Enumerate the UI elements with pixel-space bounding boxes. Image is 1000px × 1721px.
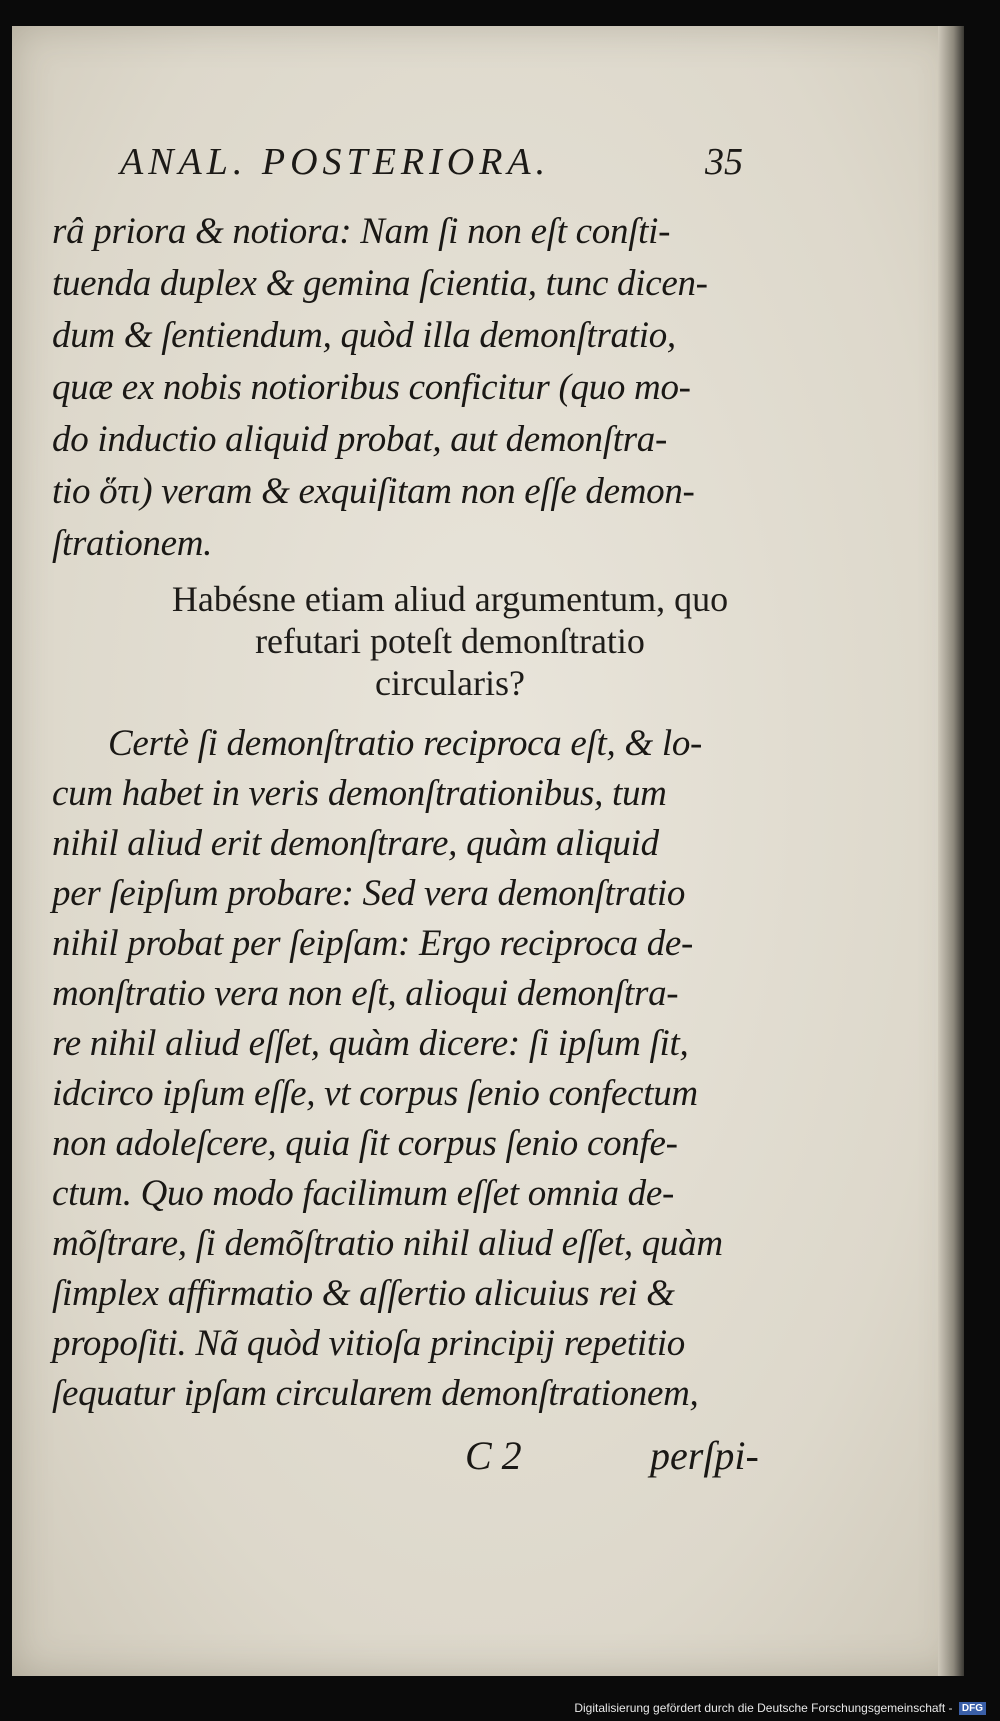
text-line: tio ὅτι) veram & exquiſitam non eſſe demon- bbox=[52, 471, 695, 512]
signature-mark: C 2 bbox=[465, 1433, 522, 1478]
text-line: ſtrationem. bbox=[52, 523, 213, 564]
question-line: Habésne etiam aliud argumentum, quo bbox=[171, 579, 729, 619]
text-line: cum habet in veris demonſtrationibus, tum bbox=[52, 773, 667, 814]
running-header bbox=[120, 140, 760, 184]
text-line: re nihil aliud eſſet, quàm dicere: ſi ipſum ſit, bbox=[52, 1023, 689, 1064]
text-line: dum & ſentiendum, quòd illa demonſtratio, bbox=[52, 315, 676, 356]
text-line: non adoleſcere, quia ſit corpus ſenio confe- bbox=[52, 1123, 678, 1164]
text-line: quæ ex nobis notioribus conficitur (quo mo- bbox=[52, 367, 691, 408]
text-line: ſimplex affirmatio & aſſertio alicuius rei & bbox=[52, 1273, 675, 1314]
page-gutter bbox=[938, 26, 964, 1676]
question-line: refutari poteſt demonſtratio bbox=[255, 621, 645, 661]
text-line: Certè ſi demonſtratio reciproca eſt, & lo- bbox=[108, 723, 703, 764]
dfg-badge: DFG bbox=[959, 1702, 986, 1715]
page-number: 35 bbox=[705, 141, 743, 183]
digitization-credit bbox=[574, 1701, 986, 1715]
text-line: nihil aliud erit demonſtrare, quàm aliquid bbox=[52, 823, 659, 864]
text-line: tuenda duplex & gemina ſcientia, tunc dicen- bbox=[52, 263, 708, 304]
running-title: ANAL. POSTERIORA. bbox=[120, 141, 551, 183]
catchword: perſpi- bbox=[650, 1433, 759, 1478]
text-line: ctum. Quo modo facilimum eſſet omnia de- bbox=[52, 1173, 675, 1214]
text-line: monſtratio vera non eſt, alioqui demonſtra- bbox=[52, 973, 679, 1014]
question-line: circularis? bbox=[375, 663, 525, 703]
text-line: mõſtrare, ſi demõſtratio nihil aliud eſſet, quàm bbox=[52, 1223, 723, 1264]
text-line: ſequatur ipſam circularem demonſtrationem, bbox=[52, 1373, 699, 1414]
text-line: per ſeipſum probare: Sed vera demonſtratio bbox=[52, 873, 686, 914]
text-line: râ priora & notiora: Nam ſi non eſt conſti- bbox=[52, 211, 671, 252]
text-line: do inductio aliquid probat, aut demonſtra- bbox=[52, 419, 668, 460]
text-line: propoſiti. Nã quòd vitioſa principij repetitio bbox=[52, 1323, 685, 1364]
text-line: idcirco ipſum eſſe, vt corpus ſenio confectum bbox=[52, 1073, 698, 1114]
text-line: nihil probat per ſeipſam: Ergo reciproca de- bbox=[52, 923, 694, 964]
credit-text: Digitalisierung gefördert durch die Deutsche Forschungsgemeinschaft - bbox=[574, 1700, 953, 1715]
